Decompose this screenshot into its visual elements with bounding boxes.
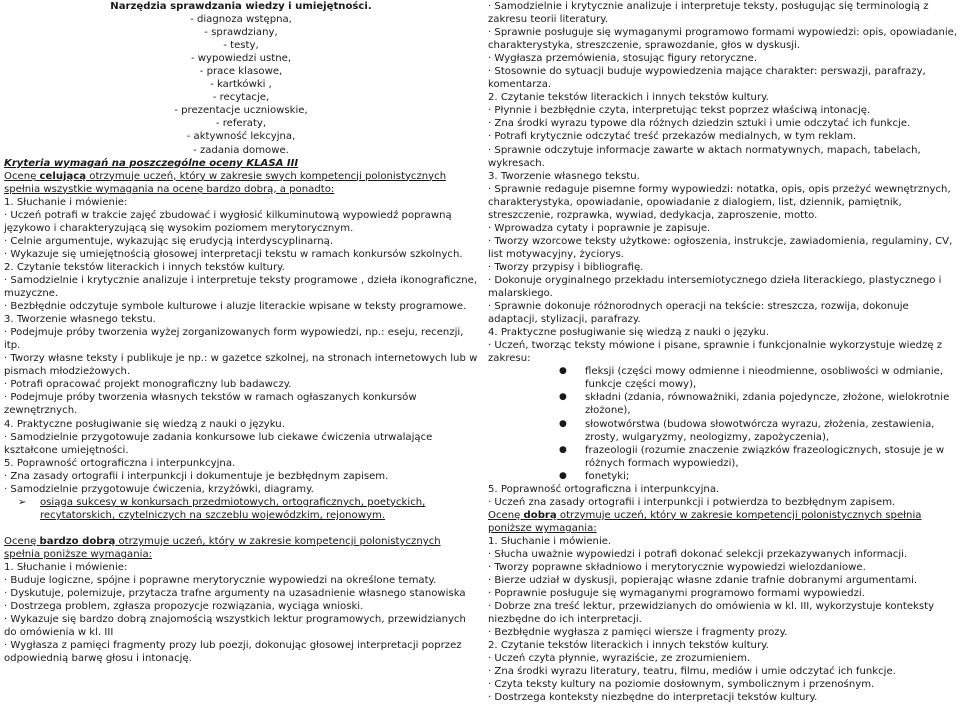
left-column	[4, 0, 478, 665]
tools-list-item: - kartkówki ,	[210, 79, 272, 91]
orthography-requirements	[488, 483, 958, 509]
requirement-line: · Zna środki wyrazu typowe dla różnych dziedzin sztuki i umie odczytać ich funkcje.	[488, 118, 911, 130]
bdb-requirements	[4, 561, 478, 665]
intro-suffix: otrzymuje uczeń, który w zakresie kompetencji polonistycznych spełnia poniższe wymagania:	[488, 509, 922, 534]
requirement-line: 5. Poprawność ortograficzna i interpunkcyjna.	[488, 483, 720, 495]
requirement-line: · Wykazuje się umiejętnością głosowej interpretacji tekstu w ramach konkursów szkolnych.	[4, 248, 463, 260]
requirement-line: · Zna środki wyrazu literatury, teatru, filmu, mediów i umie odczytać ich funkcje.	[488, 666, 896, 678]
requirement-line: · Zna zasady ortografii i interpunkcji i dokumentuje je bezbłędnym zapisem.	[4, 470, 389, 482]
requirement-line: 1. Słuchanie i mówienie:	[4, 561, 128, 573]
right-column	[488, 0, 958, 705]
grade-bardzo-dobra: bardzo dobrą	[39, 535, 116, 547]
requirement-line: 4. Praktyczne posługiwanie się wiedzą z nauki o języku.	[488, 327, 769, 339]
intro-prefix: Ocenę	[488, 509, 524, 521]
requirement-line: · Podejmuje próby tworzenia własnych tekstów w ramach ogłaszanych konkursów zewnętrznych.	[4, 392, 417, 417]
language-areas-list	[488, 365, 958, 482]
requirement-line: · Uczeń zna zasady ortografii i interpunkcji i potwierdza to bezbłędnym zapisem.	[488, 496, 896, 508]
requirement-line: · Poprawnie posługuje się wymaganymi programowo formami wypowiedzi.	[488, 588, 865, 600]
requirement-line: · Sprawnie redaguje pisemne formy wypowiedzi: notatka, opis, opis przeżyć wewnętrznych, charakterystyka, opowiadanie, opowiadanie z dialogiem, list, dziennik, pamiętnik, streszczenie, rozprawka, wywiad, dedykacja, zaproszenie, motto.	[488, 183, 951, 221]
requirement-line: 3. Tworzenie własnego tekstu.	[4, 314, 156, 326]
requirement-line: · Bierze udział w dyskusji, popierając własne zdanie trafnie dobranymi argumentami.	[488, 575, 918, 587]
requirement-line: · Potrafi opracować projekt monograficzny lub badawczy.	[4, 379, 292, 391]
intro-suffix: otrzymuje uczeń, który w zakresie kompetencji polonistycznych spełnia poniższe wymagania:	[4, 535, 441, 560]
intro-suffix: otrzymuje uczeń, który w zakresie swych kompetencji polonistycznych spełnia wszystkie wymagania na ocenę bardzo dobrą, a ponadto:	[4, 170, 447, 195]
requirement-line: 2. Czytanie tekstów literackich i innych tekstów kultury.	[488, 92, 769, 104]
requirement-line: · Wprowadza cytaty i poprawnie je zapisuje.	[488, 222, 711, 234]
requirement-line: · Buduje logiczne, spójne i poprawne merytorycznie wypowiedzi na określone tematy.	[4, 575, 437, 587]
requirement-line: · Samodzielnie i krytycznie analizuje i interpretuje teksty, posługując się terminologią z zakresu teorii literatury.	[488, 1, 929, 26]
intro-prefix: Ocenę	[4, 535, 40, 547]
requirement-line: · Sprawnie odczytuje informacje zawarte w aktach normatywnych, mapach, tabelach, wykresach.	[488, 144, 921, 169]
bdb-intro	[4, 535, 478, 561]
requirement-line: · Uczeń, tworząc teksty mówione i pisane, sprawnie i funkcjonalnie wykorzystuje wiedzę z zakresu:	[488, 340, 943, 365]
grade-dobra: dobrą	[523, 509, 557, 521]
requirement-line: · Wykazuje się bardzo dobrą znajomością wszystkich lektur programowych, przewidzianych do omówienia w kl. III	[4, 614, 466, 639]
requirement-line: 3. Tworzenie własnego tekstu.	[488, 170, 640, 182]
requirement-line: 1. Słuchanie i mówienie.	[488, 535, 612, 547]
tools-list-item: - prace klasowe,	[199, 66, 283, 78]
requirement-line: · Bezbłędnie wygłasza z pamięci wiersze i fragmenty prozy.	[488, 627, 788, 639]
list-item: ● składni (zdania, równoważniki, zdania pojedyncze, złożone, wielokrotnie złożone),	[488, 391, 958, 417]
tools-list-item: - zadania domowe.	[193, 144, 289, 156]
requirement-line: · Tworzy przypisy i bibliografię.	[488, 261, 644, 273]
requirement-line: · Samodzielnie i krytycznie analizuje i interpretuje teksty programowe , dzieła ikonograficzne, muzyczne.	[4, 274, 478, 300]
requirement-line: 5. Poprawność ortograficzna i interpunkcyjna.	[4, 457, 236, 469]
tools-list-item: - testy,	[223, 40, 259, 52]
requirement-line: 1. Słuchanie i mówienie:	[4, 196, 128, 208]
requirement-line: · Samodzielnie przygotowuje ćwiczenia, krzyżówki, diagramy.	[4, 483, 314, 495]
requirement-line: · Dobrze zna treść lektur, przewidzianych do omówienia w kl. III, wykorzystuje konteksty niezbędne do ich interpretacji.	[488, 601, 935, 626]
requirement-line: · Dyskutuje, polemizuje, przytacza trafne argumenty na uzasadnienie własnego stanowiska	[4, 588, 466, 600]
tools-list	[4, 13, 478, 157]
requirement-line: · Potrafi krytycznie odczytać treść przekazów medialnych, w tym reklam.	[488, 131, 857, 143]
requirement-line: · Bezbłędnie odczytuje symbole kulturowe i aluzje literackie wpisane w teksty programowe.	[4, 301, 467, 313]
requirement-line: · Sprawnie dokonuje różnorodnych operacji na tekście: streszcza, rozwija, dokonuje adaptacji, stylizacji, parafrazy.	[488, 301, 909, 326]
requirement-line: · Tworzy własne teksty i publikuje je np.: w gazetce szkolnej, na stronach internetowych lub w pismach młodzieżowych.	[4, 353, 478, 378]
list-item: ● słowotwórstwa (budowa słowotwórcza wyrazu, złożenia, zestawienia, zrosty, wulgaryzmy, neologizmy, zapożyczenia),	[488, 418, 958, 444]
criteria-heading: Kryteria wymagań na poszczególne oceny KLASA III	[4, 157, 299, 169]
list-item: ● fleksji (części mowy odmienne i nieodmienne, osobliwości w odmianie, funkcje części mowy),	[488, 365, 958, 391]
requirement-line: · Stosownie do sytuacji buduje wypowiedzenia mające charakter: perswazji, parafrazy, komentarza.	[488, 66, 926, 91]
list-item: ● frazeologii (rozumie znaczenie związków frazeologicznych, stosuje je w różnych formach wypowiedzi),	[488, 444, 958, 470]
requirement-line: · Podejmuje próby tworzenia wyżej zorganizowanych form wypowiedzi, np.: eseju, recenzji, itp.	[4, 327, 464, 352]
requirement-line: · Płynnie i bezbłędnie czyta, interpretując tekst poprzez właściwą intonację.	[488, 105, 871, 117]
requirement-line: · Dokonuje oryginalnego przekładu intersemiotycznego dzieła literackiego, plastycznego i malarskiego.	[488, 274, 942, 300]
tools-list-item: - recytacje,	[212, 92, 270, 104]
requirement-line: · Słucha uważnie wypowiedzi i potrafi dokonać selekcji przekazywanych informacji.	[488, 548, 908, 560]
spacer	[4, 522, 478, 535]
requirement-line: · Samodzielnie przygotowuje zadania konkursowe lub ciekawe ćwiczenia utrwalające kształcone umiejętności.	[4, 431, 433, 456]
requirement-line: · Sprawnie posługuje się wymaganymi programowo formami wypowiedzi: opis, opowiadanie, charakterystyka, streszczenie, sprawozdanie, głos w dyskusji.	[488, 27, 958, 52]
requirement-line: · Czyta teksty kultury na poziomie dosłownym, symbolicznym i przenośnym.	[488, 679, 875, 691]
requirement-line: · Dostrzega problem, zgłasza propozycje rozwiązania, wyciąga wnioski.	[4, 601, 364, 613]
arrow-bullet-item: ➢ osiąga sukcesy w konkursach przedmiotowych, ortograficznych, poetyckich, recytatorskich, czytelniczych na szczeblu wojewódzkim, rejonowym.	[4, 496, 478, 522]
requirement-line: · Tworzy poprawne składniowo i merytorycznie wypowiedzi wielozdaniowe.	[488, 562, 866, 574]
requirement-line: · Tworzy wzorcowe teksty użytkowe: ogłoszenia, instrukcje, zawiadomienia, regulaminy, CV, list motywacyjny, życiorys.	[488, 235, 953, 260]
dobra-intro	[488, 509, 958, 535]
requirement-line: · Uczeń potrafi w trakcie zajęć zbudować i wygłosić kilkuminutową wypowiedź poprawną językowo i charakteryzującą się wysokim poziomem merytorycznym.	[4, 209, 452, 234]
requirement-line: · Uczeń czyta płynnie, wyraziście, ze zrozumieniem.	[488, 653, 751, 665]
grade-celujaca: celującą	[39, 170, 87, 182]
intro-prefix: Ocenę	[4, 170, 40, 182]
requirement-line: 4. Praktyczne posługiwanie się wiedzą z nauki o języku.	[4, 418, 285, 430]
requirement-line: 2. Czytanie tekstów literackich i innych tekstów kultury.	[4, 261, 285, 273]
requirement-line: · Wygłasza z pamięci fragmenty prozy lub poezji, dokonując głosowej interpretacji poprzez odpowiednią barwę głosu i intonację.	[4, 640, 462, 665]
requirement-line: · Celnie argumentuje, wykazując się erudycją interdyscyplinarną.	[4, 235, 334, 247]
bdb-requirements-continued	[488, 0, 958, 365]
celujaca-intro	[4, 170, 478, 196]
celujaca-requirements	[4, 196, 478, 522]
tools-list-item: - prezentacje uczniowskie,	[174, 105, 308, 117]
dobra-requirements	[488, 535, 958, 705]
tools-list-item: - wypowiedzi ustne,	[190, 53, 292, 65]
requirement-line: 2. Czytanie tekstów literackich i innych tekstów kultury.	[488, 640, 769, 652]
document-title: Narzędzia sprawdzania wiedzy i umiejętności.	[110, 1, 372, 12]
tools-list-item: - diagnoza wstępna,	[190, 14, 292, 26]
tools-list-item: - aktywność lekcyjna,	[186, 131, 296, 143]
requirement-line: · Wygłasza przemówienia, stosując figury retoryczne.	[488, 53, 758, 65]
tools-list-item: - referaty,	[215, 118, 267, 130]
tools-list-item: - sprawdziany,	[204, 27, 278, 39]
list-item: ● fonetyki;	[488, 470, 958, 483]
requirement-line: · Dostrzega konteksty niezbędne do interpretacji tekstów kultury.	[488, 692, 818, 704]
